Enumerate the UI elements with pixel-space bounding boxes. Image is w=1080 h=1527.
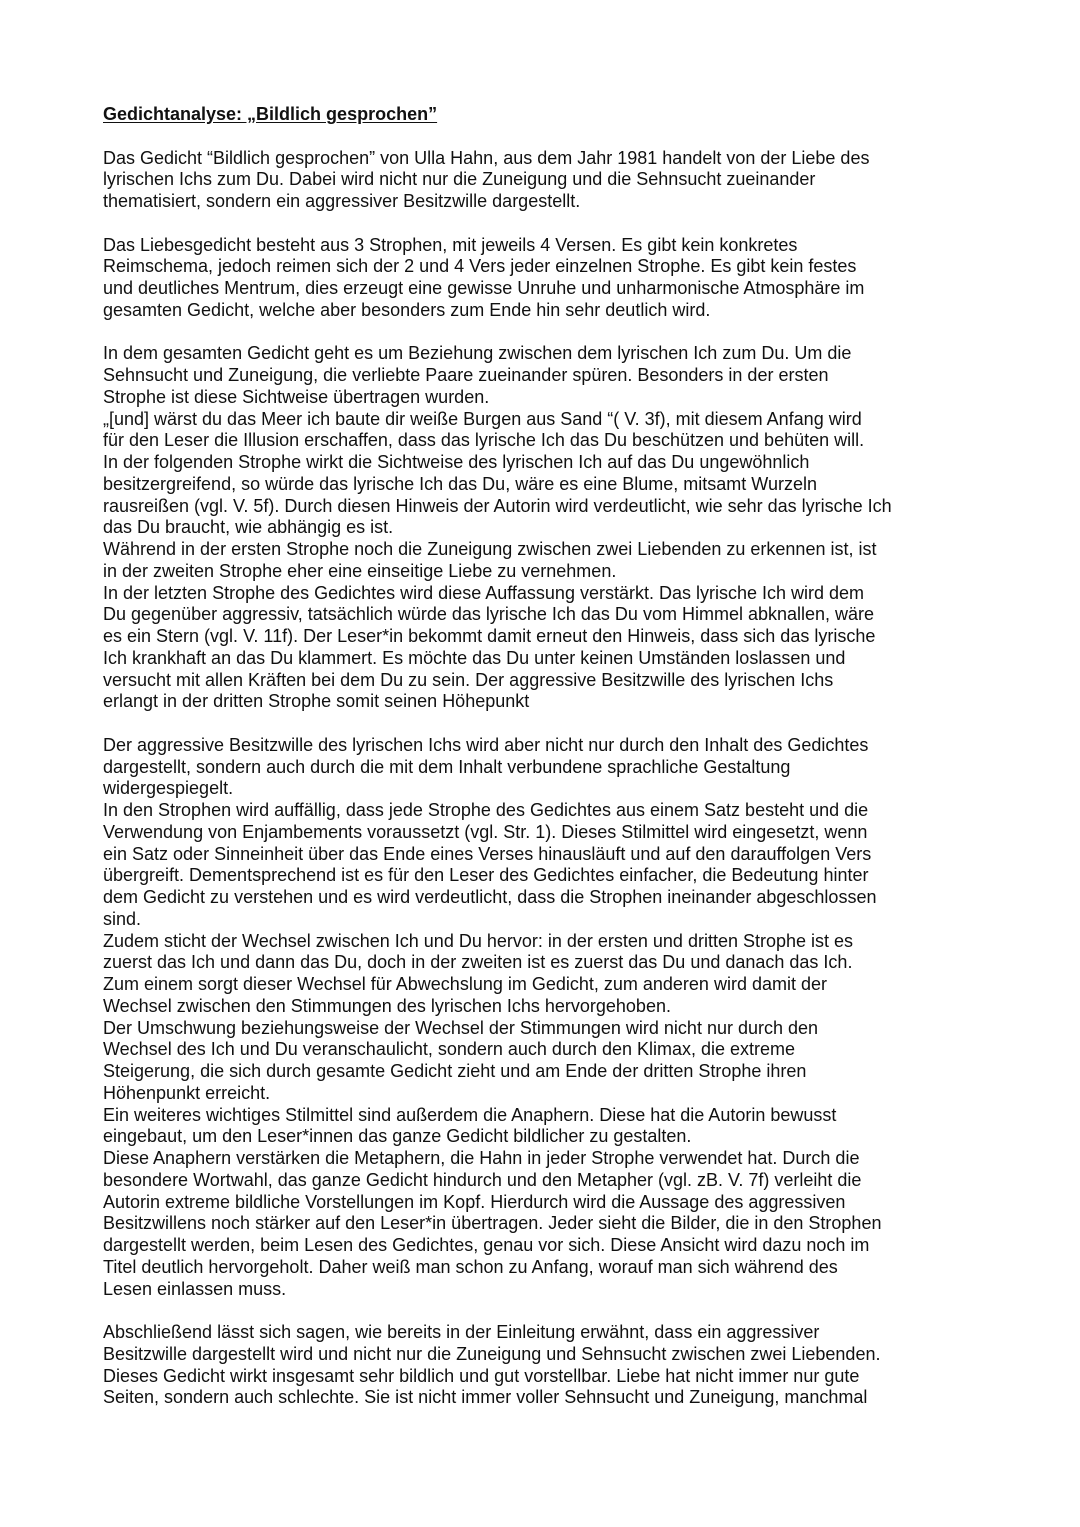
text-line: zuerst das Ich und dann das Du, doch in der zweiten ist es zuerst das Du und danach das Ich. (103, 952, 853, 973)
text-line: In der folgenden Strophe wirkt die Sichtweise des lyrischen Ich auf das Du ungewöhnlich (103, 452, 810, 472)
text-line: gesamten Gedicht, welche aber besonders zum Ende hin sehr deutlich wird. (103, 299, 711, 320)
text-line: Der aggressive Besitzwille des lyrischen Ichs wird aber nicht nur durch den Inhalt des Gedichtes (103, 734, 869, 755)
text-line: sind. (103, 908, 142, 929)
text-line: Lesen einlassen muss. (103, 1278, 287, 1299)
text-line: widergespiegelt. (103, 778, 234, 799)
text-line: Titel deutlich hervorgeholt. Daher weiß man schon zu Anfang, worauf man sich während des (103, 1256, 838, 1277)
text-line: Seiten, sondern auch schlechte. Sie ist nicht immer voller Sehnsucht und Zuneigung, manchmal (103, 1387, 868, 1408)
text-line: Zum einem sorgt dieser Wechsel für Abwechslung im Gedicht, zum anderen wird damit der (103, 974, 827, 994)
text-line: Strophe ist diese Sichtweise übertragen wurden. (103, 386, 490, 407)
text-line: eingebaut, um den Leser*innen das ganze Gedicht bildlicher zu gestalten. (103, 1126, 692, 1147)
paragraph (103, 1322, 1003, 1409)
text-line: Höhenpunkt erreicht. (103, 1082, 271, 1103)
text-line: versucht mit allen Kräften bei dem Du zu sein. Der aggressive Besitzwille des lyrischen Ichs (103, 669, 834, 690)
document-title: Gedichtanalyse: „Bildlich gesprochen” (103, 104, 438, 124)
text-line: besitzergreifend, so würde das lyrische Ich das Du, wäre es eine Blume, mitsamt Wurzeln (103, 473, 817, 494)
document-body (103, 148, 1003, 1410)
text-line: erlangt in der dritten Strophe somit seinen Höhepunkt (103, 691, 530, 712)
text-line: In den Strophen wird auffällig, dass jede Strophe des Gedichtes aus einem Satz besteht und die (103, 800, 869, 820)
text-line: „[und] wärst du das Meer ich baute dir weiße Burgen aus Sand “( V. 3f), mit diesem Anfang wird (103, 408, 862, 429)
text-line: Wechsel des Ich und Du veranschaulicht, sondern auch durch den Klimax, die extreme (103, 1039, 796, 1060)
text-line: übergreift. Dementsprechend ist es für den Leser des Gedichtes einfacher, die Bedeutung hinter (103, 865, 869, 886)
text-line: besondere Wortwahl, das ganze Gedicht hindurch und den Metapher (vgl. zB. V. 7f) verleiht die (103, 1169, 862, 1190)
document-page (103, 104, 1003, 1409)
text-line: für den Leser die Illusion erschaffen, dass das lyrische Ich das Du beschützen und behüten will. (103, 430, 865, 451)
text-line: Reimschema, jedoch reimen sich der 2 und 4 Vers jeder einzelnen Strophe. Es gibt kein festes (103, 256, 857, 277)
text-line: in der zweiten Strophe eher eine einseitige Liebe zu vernehmen. (103, 560, 617, 581)
text-line: Wechsel zwischen den Stimmungen des lyrischen Ichs hervorgehoben. (103, 995, 671, 1016)
text-line: Steigerung, die sich durch gesamte Gedicht zieht und am Ende der dritten Strophe ihren (103, 1061, 807, 1081)
text-line: das Du braucht, wie abhängig es ist. (103, 517, 394, 538)
text-line: Besitzwille dargestellt wird und nicht nur die Zuneigung und Sehnsucht zwischen zwei Liebenden. (103, 1343, 881, 1364)
text-line: Der Umschwung beziehungsweise der Wechsel der Stimmungen wird nicht nur durch den (103, 1017, 819, 1038)
text-line: Autorin extreme bildliche Vorstellungen im Kopf. Hierdurch wird die Aussage des aggressiven (103, 1191, 846, 1212)
text-line: Zudem sticht der Wechsel zwischen Ich und Du hervor: in der ersten und dritten Strophe ist es (103, 930, 854, 951)
text-line: ein Satz oder Sinneinheit über das Ende eines Verses hinausläuft und auf den darauffolgen Vers (103, 843, 872, 864)
text-line: dargestellt werden, beim Lesen des Gedichtes, genau vor sich. Diese Ansicht wird dazu noch im (103, 1235, 870, 1255)
text-line: Dieses Gedicht wirkt insgesamt sehr bildlich und gut vorstellbar. Liebe hat nicht immer nur gute (103, 1365, 860, 1386)
text-line: dem Gedicht zu verstehen und es wird verdeutlicht, dass die Strophen ineinander abgeschlossen (103, 887, 877, 907)
text-line: Das Liebesgedicht besteht aus 3 Strophen, mit jeweils 4 Versen. Es gibt kein konkretes (103, 234, 798, 255)
text-line: Ich krankhaft an das Du klammert. Es möchte das Du unter keinen Umständen loslassen und (103, 647, 846, 668)
text-line: Besitzwillens noch stärker auf den Leser*in übertragen. Jeder sieht die Bilder, die in den Strophen (103, 1213, 882, 1234)
text-line: thematisiert, sondern ein aggressiver Besitzwille dargestellt. (103, 191, 581, 211)
text-line: In dem gesamten Gedicht geht es um Beziehung zwischen dem lyrischen Ich zum Du. Um die (103, 343, 852, 364)
text-line: Das Gedicht “Bildlich gesprochen” von Ulla Hahn, aus dem Jahr 1981 handelt von der Liebe des (103, 147, 870, 168)
text-line: Abschließend lässt sich sagen, wie bereits in der Einleitung erwähnt, dass ein aggressiver (103, 1322, 820, 1342)
text-line: In der letzten Strophe des Gedichtes wird diese Auffassung verstärkt. Das lyrische Ich wird dem (103, 582, 865, 603)
text-line: Diese Anaphern verstärken die Metaphern, die Hahn in jeder Strophe verwendet hat. Durch die (103, 1148, 860, 1168)
text-line: rausreißen (vgl. V. 5f). Durch diesen Hinweis der Autorin wird verdeutlicht, wie sehr das lyrische Ich (103, 495, 892, 516)
text-line: lyrischen Ichs zum Du. Dabei wird nicht nur die Zuneigung und die Sehnsucht zueinander (103, 169, 816, 190)
text-line: Ein weiteres wichtiges Stilmittel sind außerdem die Anaphern. Diese hat die Autorin bewusst (103, 1104, 837, 1125)
text-line: Sehnsucht und Zuneigung, die verliebte Paare zueinander spüren. Besonders in der ersten (103, 365, 829, 385)
text-line: Du gegenüber aggressiv, tatsächlich würde das lyrische Ich das Du vom Himmel abknallen, wäre (103, 604, 875, 625)
text-line: und deutliches Mentrum, dies erzeugt eine gewisse Unruhe und unharmonische Atmosphäre im (103, 278, 865, 298)
paragraph (103, 235, 1003, 322)
paragraph (103, 148, 1003, 213)
paragraph (103, 735, 1003, 1301)
text-line: dargestellt, sondern auch durch die mit dem Inhalt verbundene sprachliche Gestaltung (103, 756, 791, 777)
text-line: es ein Stern (vgl. V. 11f). Der Leser*in bekommt damit erneut den Hinweis, dass sich das lyrische (103, 626, 876, 646)
paragraph (103, 343, 1003, 713)
text-line: Während in der ersten Strophe noch die Zuneigung zwischen zwei Liebenden zu erkennen ist, ist (103, 539, 877, 559)
text-line: Verwendung von Enjambements voraussetzt (vgl. Str. 1). Dieses Stilmittel wird eingesetzt, wenn (103, 821, 868, 842)
